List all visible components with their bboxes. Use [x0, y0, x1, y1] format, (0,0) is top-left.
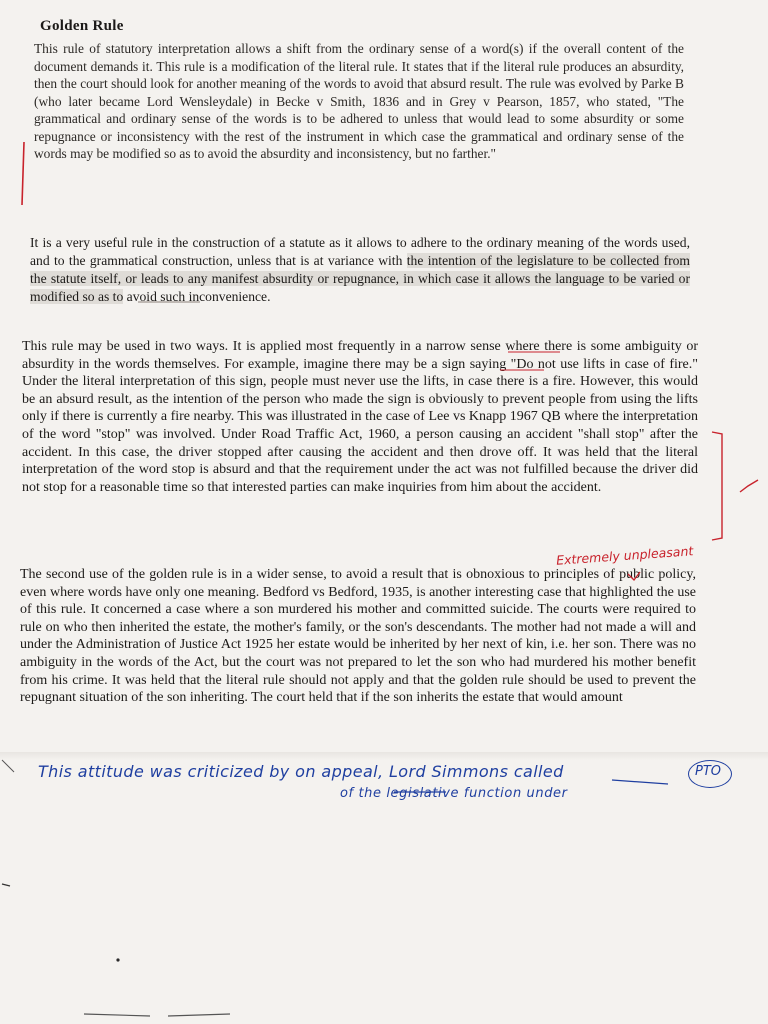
red-margin-bracket-2: [712, 432, 722, 540]
paragraph-narrow-sense: This rule may be used in two ways. It is applied most frequently in a narrow sense where there is some ambiguity or absurdity in the words themselves. For example, imagine there may be a sign saying "Do not use lifts in case of fire." Under the literal interpretation of this sign, people must never use the lifts, in case there is a fire. However, this would be an absurd result, as the intention of the person who made the sign is obviously to prevent people from using the lifts only if there is currently a fire nearby. This was illustrated in the case of Lee vs Knapp 1967 QB where the interpretation of the word "stop" was involved. Under Road Traffic Act, 1960, a person causing an accident "shall stop" after the accident. In this case, the driver stopped after causing the accident and then drove off. It was held that the literal interpretation of the word stop is absurd and that the requirement under the act was not fulfilled because the driver did not stop for a reasonable time so that interested parties can make inquiries from him about the accident.: [22, 339, 698, 495]
left-edge-corner: [2, 760, 14, 772]
red-margin-bracket-1: [22, 142, 24, 205]
margin-note-red: Extremely unpleasant: [555, 543, 694, 568]
paragraph-wider-sense: The second use of the golden rule is in a wider sense, to avoid a result that is obnoxious to principles of public policy, even where words have only one meaning. Bedford vs Bedford, 1935, is another interesting case that highlighted the use of this rule. It concerned a case where a son murdered his mother and committed suicide. The courts were required to rule on who then inherited the estate, the mother's family, or the son's descendants. The mother had not made a will and under the Administration of Justice Act 1925 her estate would be inherited by her next of kin, i.e. her son. There was no ambiguity in the words of the Act, but the court was not prepared to let the son who had murdered his mother benefit from his crime. It was held that the literal rule should not apply and that the golden rule should be used to prevent the repugnant situation of the son inheriting. The court held that if the son inherits the estate that would amount: [20, 567, 696, 706]
bottom-scribble: [84, 1014, 230, 1016]
left-edge-mark: [2, 884, 10, 886]
handwritten-note-line1: This attitude was criticized by on appeal, Lord Simmons called: [38, 762, 564, 781]
section-title: Golden Rule: [40, 18, 124, 34]
paragraph-usefulness-start: It is a very useful rule in the construction of a statute as it allows to adhere to the ordinary meaning of the words used, and to the grammatical construction, unless that is at variance with: [30, 235, 690, 268]
pto-label: PTO: [695, 764, 722, 779]
paragraph-definition: This rule of statutory interpretation allows a shift from the ordinary sense of a word(s) if the overall content of the document demands it. This rule is a modification of the literal rule. It states that if the literal rule produces an absurdity, then the court should look for another meaning of the words to avoid that absurd result. The rule was evolved by Parke B (who later became Lord Wensleydale) in Becke v Smith, 1836 and in Grey v Pearson, 1857, who stated, "The grammatical and ordinary sense of the words is to be adhered to unless that would lead to some absurdity or some repugnance or inconsistency with the rest of the instrument in which case the grammatical and ordinary sense of the words may be modified so as to avoid the absurdity and inconsistency, but no farther.": [34, 41, 684, 161]
paragraph-usefulness-end: avoid such inconvenience.: [123, 289, 271, 304]
red-tick-mark: [740, 480, 758, 492]
handwritten-note-line2: of the legislative function under: [340, 786, 568, 801]
blue-underline-called: [612, 780, 668, 784]
ink-dot: [116, 958, 119, 961]
highlighted-passage: the intention of the legislature to be collected from the statute itself, or leads to any manifest absurdity or repugnance, in which case it allows the language to be varied or modified so as to: [30, 253, 690, 304]
red-caret: [628, 572, 640, 580]
